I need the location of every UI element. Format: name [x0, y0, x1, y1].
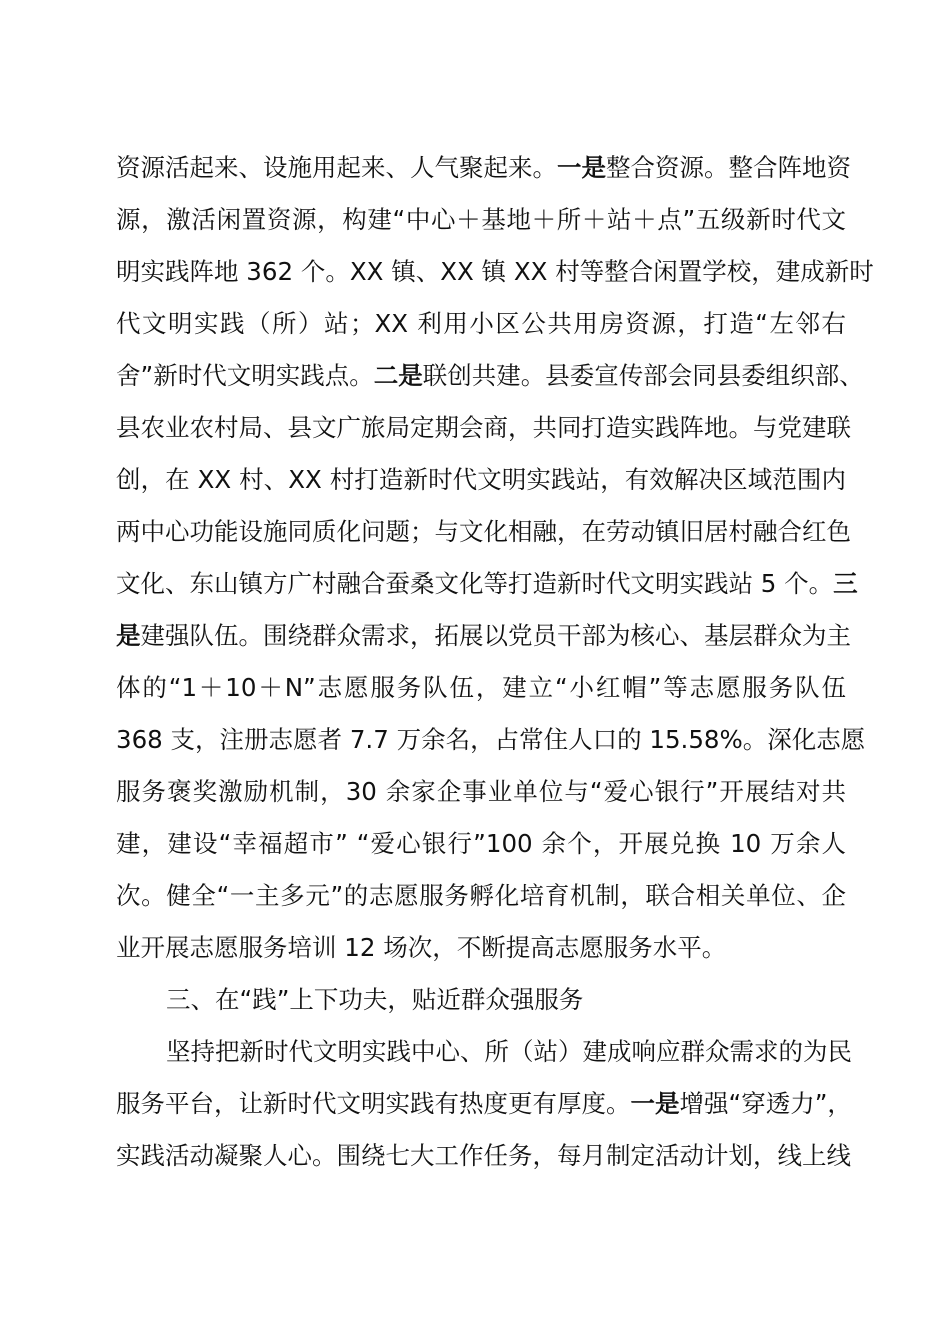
text-line: 资源活起来、设施用起来、人气聚起来。一是整合资源。整合阵地资: [116, 153, 851, 182]
text-line: 368 支，注册志愿者 7.7 万余名，占常住人口的 15.58%。深化志愿: [116, 725, 866, 754]
text-line: 是建强队伍。围绕群众需求，拓展以党员干部为核心、基层群众为主: [116, 621, 851, 650]
text-line: 代文明实践（所）站；XX 利用小区公共用房资源，打造“左邻右: [116, 309, 846, 338]
body-text: [116, 142, 874, 1182]
text-line: 业开展志愿服务培训 12 场次，不断提高志愿服务水平。: [116, 933, 727, 962]
paragraph-first-line: 坚持把新时代文明实践中心、所（站）建成响应群众需求的为民: [166, 1037, 852, 1066]
text-line: 服务平台，让新时代文明实践有热度更有厚度。一是增强“穿透力”，: [116, 1089, 852, 1118]
text-line: 文化、东山镇方广村融合蚕桑文化等打造新时代文明实践站 5 个。三: [116, 569, 858, 598]
text-line: 服务褒奖激励机制，30 余家企事业单位与“爱心银行”开展结对共: [116, 777, 846, 806]
text-line: 创，在 XX 村、XX 村打造新时代文明实践站，有效解决区域范围内: [116, 465, 846, 494]
text-line: 舍”新时代文明实践点。二是联创共建。县委宣传部会同县委组织部、: [116, 361, 864, 390]
text-line: 源，激活闲置资源，构建“中心＋基地＋所＋站＋点”五级新时代文: [116, 205, 846, 234]
text-line: 县农业农村局、县文广旅局定期会商，共同打造实践阵地。与党建联: [116, 413, 851, 442]
text-line: 体的“1＋10＋N”志愿服务队伍，建立“小红帽”等志愿服务队伍: [116, 673, 846, 702]
text-line: 建，建设“幸福超市” “爱心银行”100 余个，开展兑换 10 万余人: [116, 829, 846, 858]
text-line: 次。健全“一主多元”的志愿服务孵化培育机制，联合相关单位、企: [116, 881, 846, 910]
text-line: 明实践阵地 362 个。XX 镇、XX 镇 XX 村等整合闲置学校，建成新时: [116, 257, 874, 286]
section-heading: 三、在“践”上下功夫，贴近群众强服务: [166, 985, 584, 1014]
text-line: 实践活动凝聚人心。围绕七大工作任务，每月制定活动计划，线上线: [116, 1141, 851, 1170]
text-line: 两中心功能设施同质化问题；与文化相融，在劳动镇旧居村融合红色: [116, 517, 851, 546]
